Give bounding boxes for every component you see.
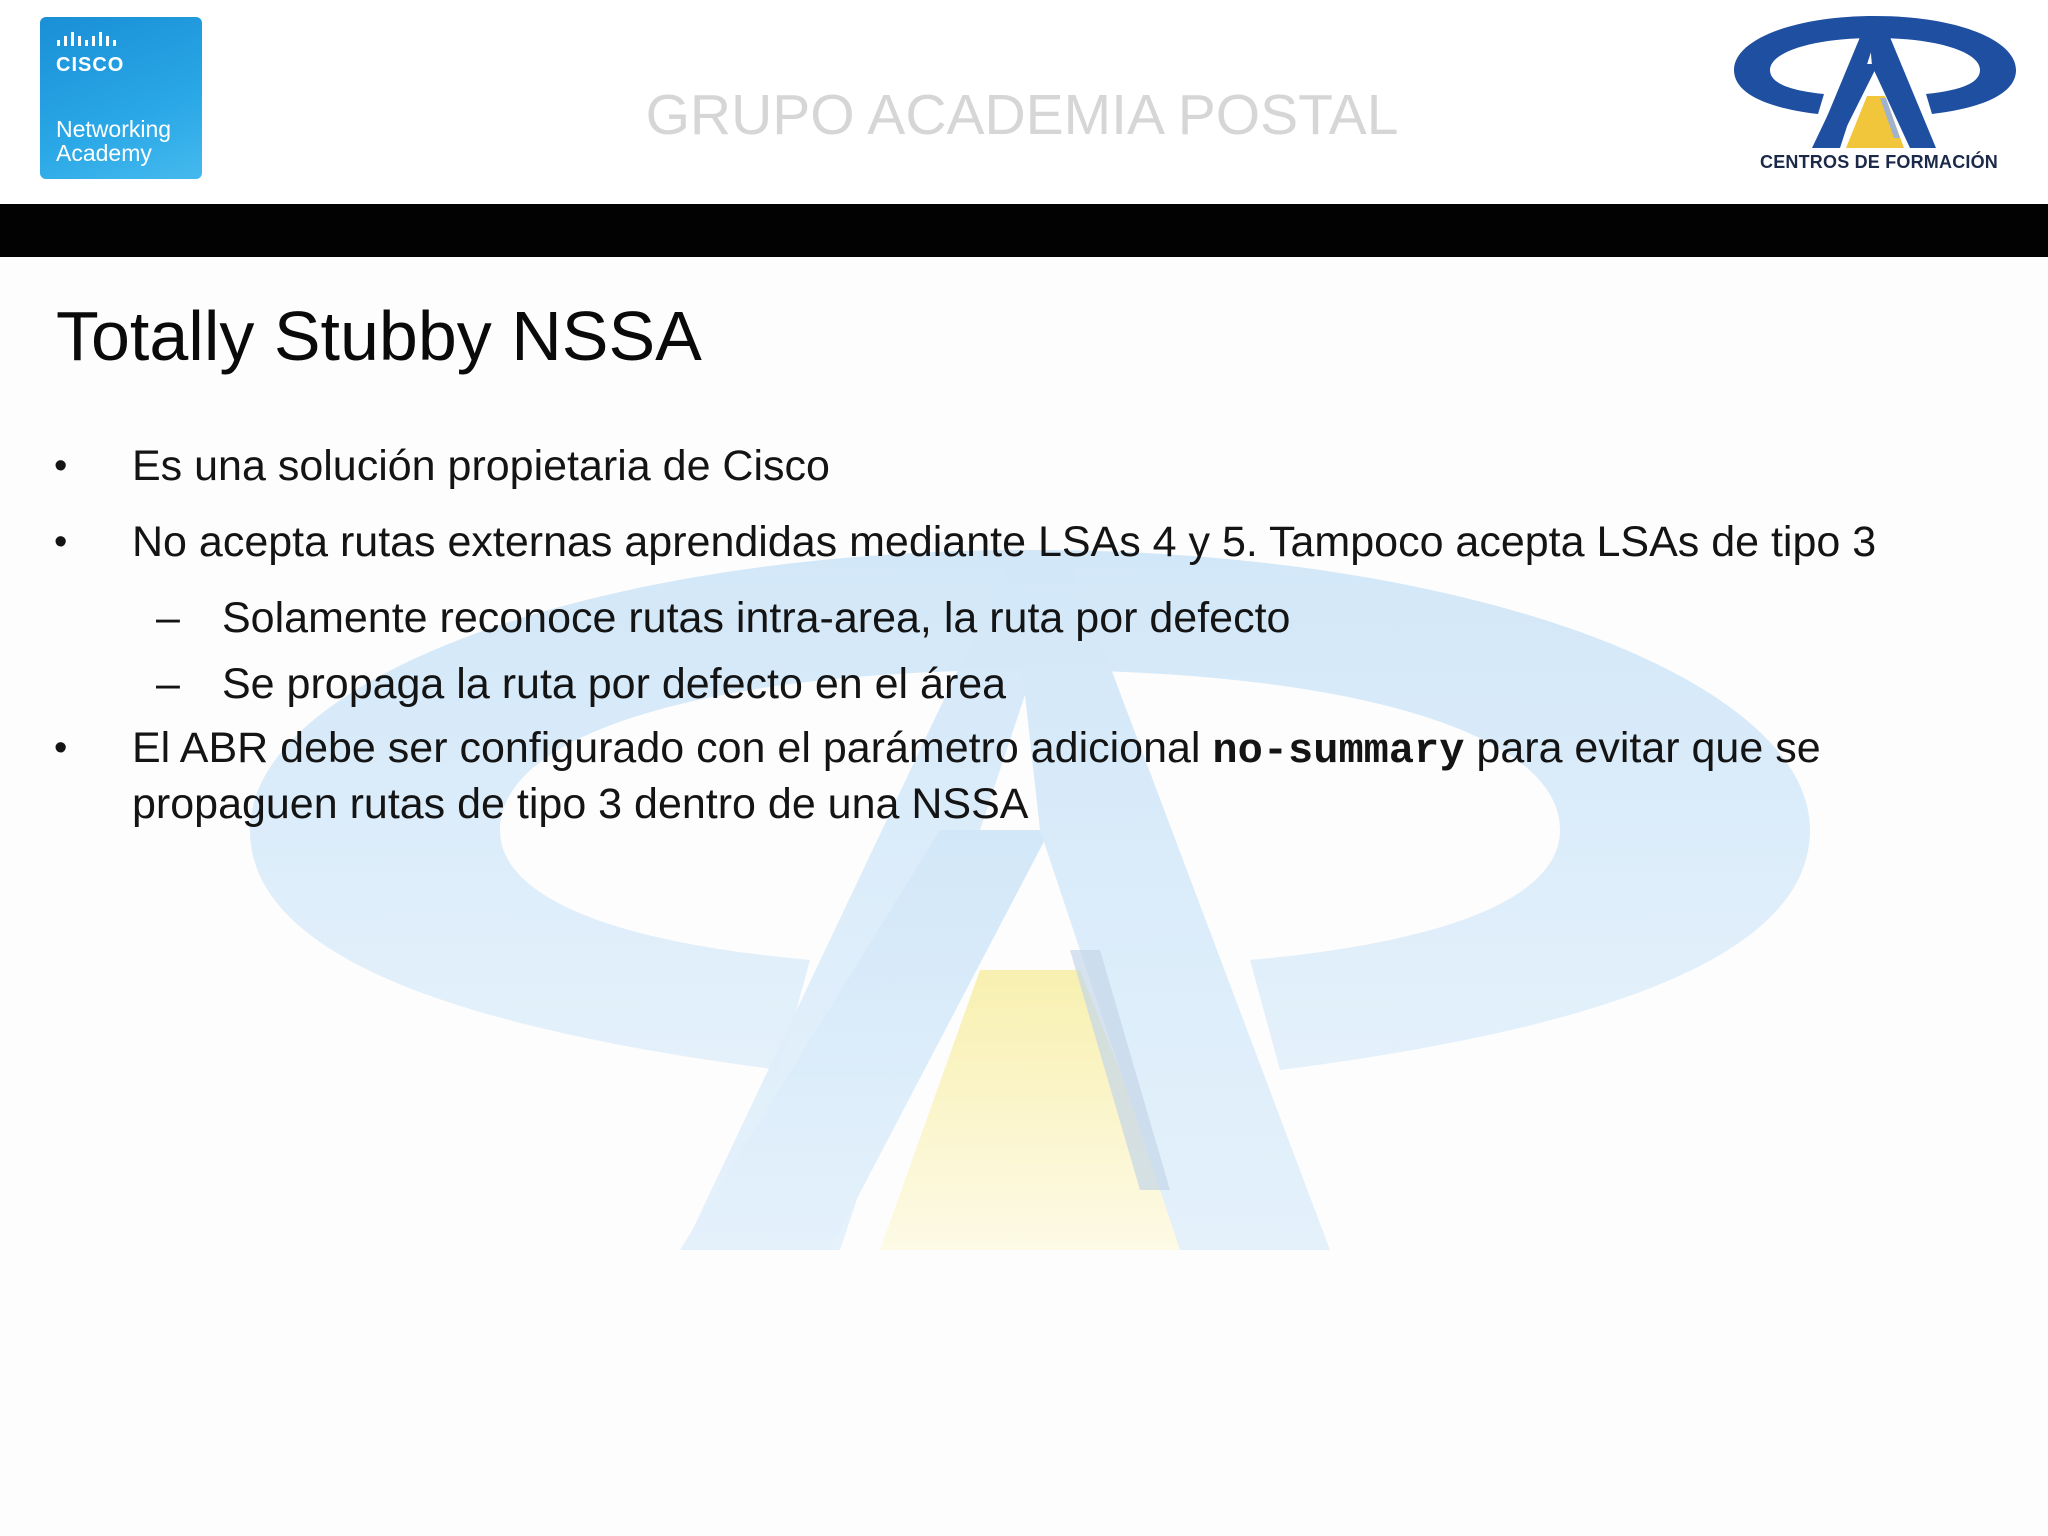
cisco-logo-line2: Academy xyxy=(56,140,152,166)
sub-bullet-marker: – xyxy=(156,594,180,642)
bullet-item: Es una solución propietaria de Cisco xyxy=(132,442,830,490)
cisco-wordmark: CISCO xyxy=(56,54,125,76)
bullet-marker: • xyxy=(54,445,68,487)
command-keyword: no-summary xyxy=(1212,727,1465,775)
bullet-text-after: para evitar que se xyxy=(1464,724,1821,772)
header-band xyxy=(0,204,2048,257)
bullet-item: No acepta rutas externas aprendidas mediante LSAs 4 y 5. Tampoco acepta LSAs de tipo 3 xyxy=(132,518,1877,566)
organization-title: GRUPO ACADEMIA POSTAL xyxy=(645,83,1399,147)
bullet-marker: • xyxy=(54,727,68,769)
sub-bullet-item: Solamente reconoce rutas intra-area, la ruta por defecto xyxy=(222,594,1291,642)
bullet-marker: • xyxy=(54,521,68,563)
sub-bullet-item: Se propaga la ruta por defecto en el área xyxy=(222,660,1007,708)
bullet-text-before: El ABR debe ser configurado con el parámetro adicional xyxy=(132,724,1213,772)
cisco-logo-line1: Networking xyxy=(56,116,172,142)
sub-bullet-marker: – xyxy=(156,660,180,708)
bullet-item xyxy=(132,722,1821,777)
ap-logo-caption: CENTROS DE FORMACIÓN xyxy=(1760,152,1998,172)
slide-title: Totally Stubby NSSA xyxy=(56,297,702,375)
watermark-logo xyxy=(240,530,1820,1360)
bullet-item-continuation: propaguen rutas de tipo 3 dentro de una NSSA xyxy=(132,780,1029,828)
cisco-bars-icon xyxy=(57,31,137,51)
slide-header xyxy=(0,0,2048,204)
